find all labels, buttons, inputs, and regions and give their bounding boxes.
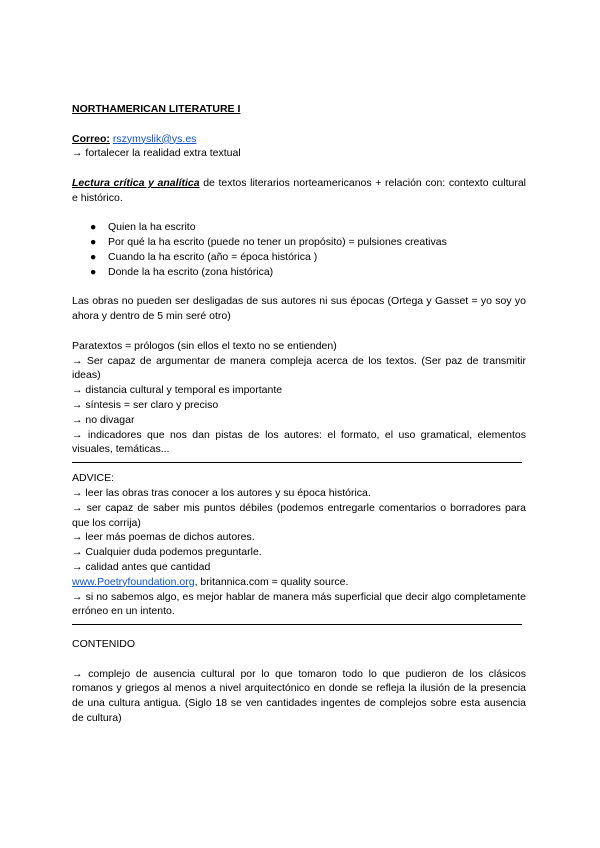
bullet-dot-icon: ●	[90, 265, 97, 278]
reading-rest: de textos literarios norteamericanos + relación con: contexto cultural e histórico.	[72, 176, 526, 204]
contenido-heading: CONTENIDO	[72, 638, 135, 651]
contact-note: → fortalecer la realidad extra textual	[72, 147, 241, 160]
advice-item: → Cualquier duda podemos preguntarle.	[72, 546, 262, 559]
paratext-line: Paratextos = prólogos (sin ellos el texto no se entienden)	[72, 339, 337, 352]
bullet-dot-icon: ●	[90, 221, 97, 234]
divider	[72, 624, 522, 625]
paratext-line: → síntesis = ser claro y preciso	[72, 398, 219, 411]
advice-item: → leer las obras tras conocer a los autores y su época histórica.	[72, 486, 371, 499]
paratext-line: → distancia cultural y temporal es importante	[72, 384, 283, 397]
email-link[interactable]: rszymyslik@ys.es	[112, 132, 197, 145]
advice-heading: ADVICE:	[72, 472, 115, 485]
reading-paragraph	[72, 176, 526, 206]
reading-emphasis: Lectura crítica y analítica	[72, 176, 200, 189]
paratext-line: → indicadores que nos dan pistas de los autores: el formato, el uso gramatical, elementos visuales, temáticas...	[72, 428, 526, 456]
poetryfoundation-link[interactable]: www.Poetryfoundation.org	[72, 575, 195, 588]
paratext-line: → no divagar	[72, 413, 135, 426]
contenido-paragraph: → complejo de ausencia cultural por lo que tomaron todo lo que pudieron de los clásicos romanos y griegos al menos a nivel arquitectónico en donde se refleja la ilusión de la presencia de una cultura antigua. (Siglo 18 se ven cantidades ingentes de complejos sobre esta ausencia de cultura)	[72, 667, 526, 725]
bullet-item: ● Quien la ha escrito	[90, 221, 196, 234]
advice-item: → ser capaz de saber mis puntos débiles (podemos entregarle comentarios o borradores para que los corrija)	[72, 501, 526, 529]
bullet-dot-icon: ●	[90, 236, 97, 249]
bullet-list	[72, 220, 526, 279]
bullet-item: ● Donde la ha escrito (zona histórica)	[90, 265, 274, 278]
divider	[72, 462, 522, 463]
source-rest: , britannica.com = quality source.	[194, 575, 349, 588]
works-paragraph: Las obras no pueden ser desligadas de sus autores ni sus épocas (Ortega y Gasset = yo soy yo ahora y dentro de 5 min seré otro)	[72, 295, 526, 323]
bullet-item: ● Cuando la ha escrito (año = época histórica )	[90, 250, 318, 263]
advice-item: → leer más poemas de dichos autores.	[72, 531, 255, 544]
advice-item: → si no sabemos algo, es mejor hablar de manera más superficial que decir algo completamente erróneo en un intento.	[72, 590, 526, 618]
contact-label: Correo:	[72, 132, 110, 145]
paratext-line: → Ser capaz de argumentar de manera compleja acerca de los textos. (Ser paz de transmitir ideas)	[72, 354, 526, 382]
document-title: NORTHAMERICAN LITERATURE I	[72, 103, 241, 115]
bullet-dot-icon: ●	[90, 250, 97, 263]
contact-line	[72, 132, 526, 147]
document-page	[72, 102, 526, 726]
bullet-item: ● Por qué la ha escrito (puede no tener un propósito) = pulsiones creativas	[90, 236, 447, 249]
source-line	[72, 575, 526, 590]
advice-item: → calidad antes que cantidad	[72, 560, 211, 573]
